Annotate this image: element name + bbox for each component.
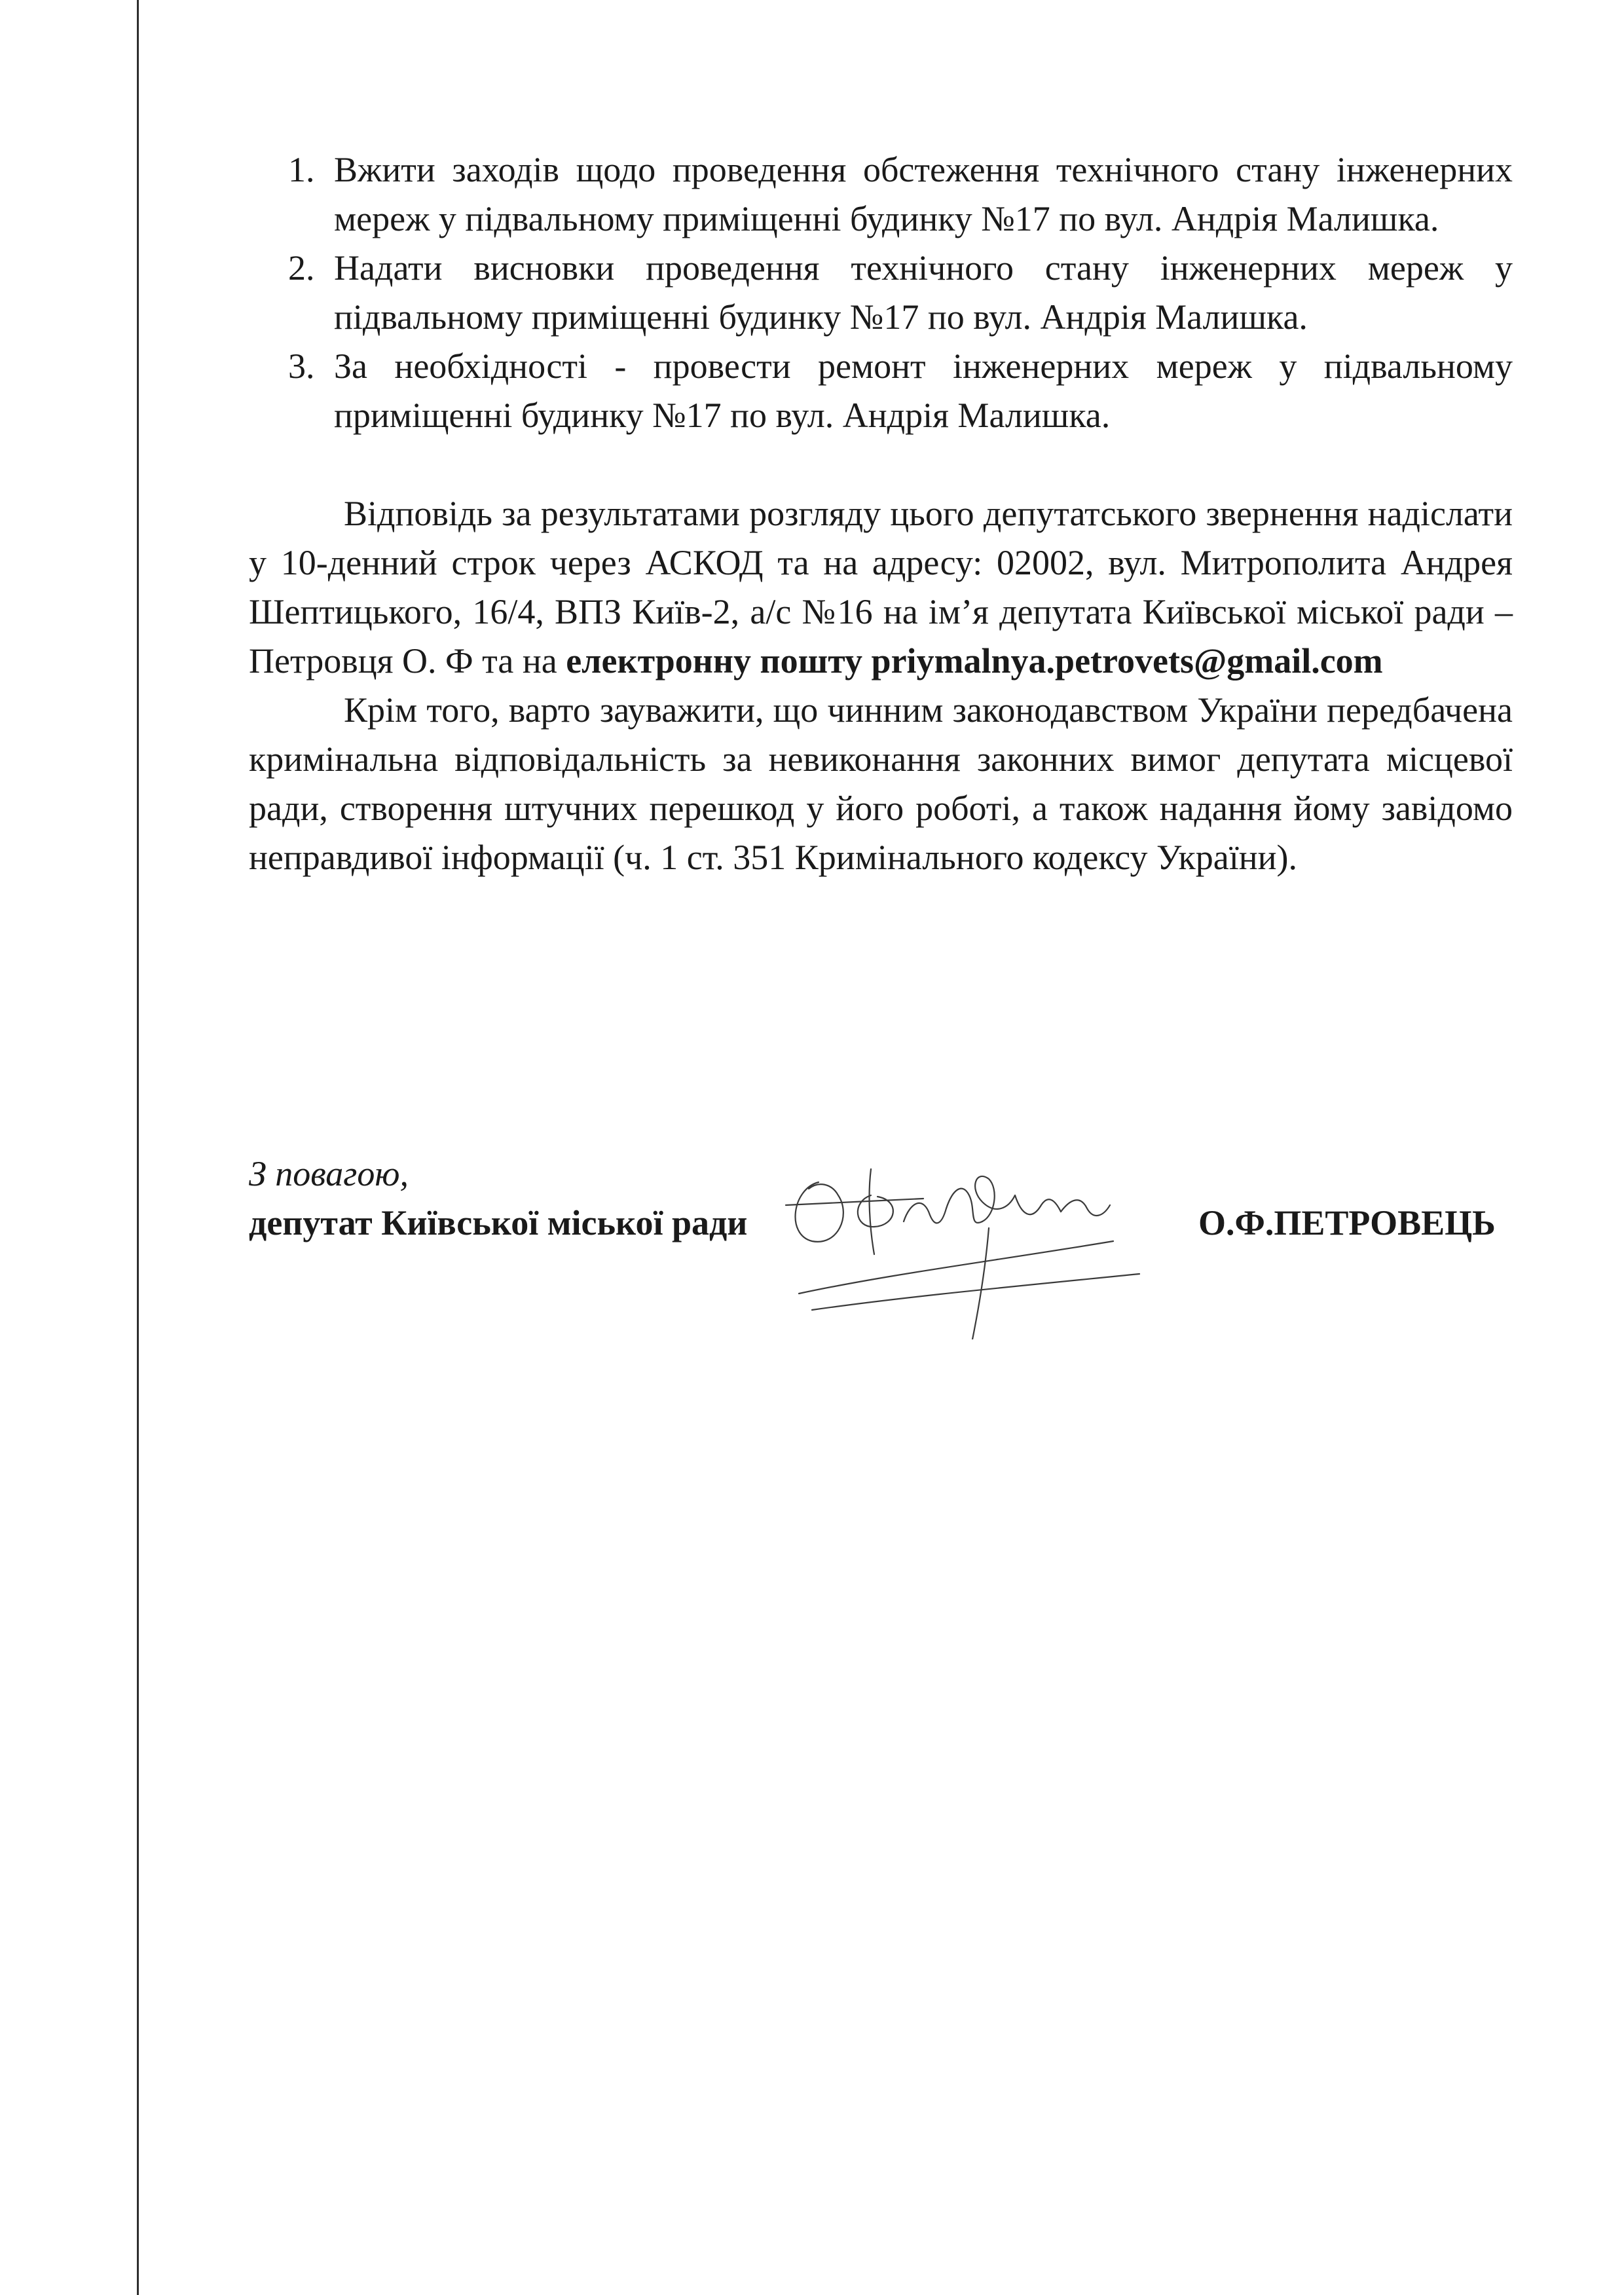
response-text: Відповідь за результатами розгляду цього депутатського звернення надіслати у 10-денний строк через АСКОД та на адресу: 02002, вул. Митрополита Андрея Шептицького, 16/4, ВПЗ Київ-2, а/с №16 на ім’я депутата Київської міської ради – Петровця О. Ф та на xyxy=(249,494,1513,681)
handwritten-signature xyxy=(773,1143,1179,1339)
letter-body xyxy=(249,145,1513,882)
list-item xyxy=(249,342,1513,440)
list-item-text: Надати висновки проведення технічного стану інженерних мереж у підвальному приміщенні будинку №17 по вул. Андрія Малишка. xyxy=(334,248,1513,337)
request-list xyxy=(249,145,1513,440)
signatory-name: О.Ф.ПЕТРОВЕЦЬ xyxy=(1198,1203,1496,1242)
list-item xyxy=(249,244,1513,342)
list-item-number: 3. xyxy=(288,346,315,386)
list-item xyxy=(249,145,1513,244)
list-item-number: 2. xyxy=(288,248,315,288)
email-address: priymalnya.petrovets@gmail.com xyxy=(871,641,1383,681)
response-paragraph xyxy=(249,489,1513,686)
signatory-position: депутат Київської міської ради xyxy=(249,1203,748,1242)
list-item-number: 1. xyxy=(288,150,315,189)
email-label: електронну пошту xyxy=(566,641,863,681)
scan-border-line xyxy=(137,0,139,2295)
list-item-text: Вжити заходів щодо проведення обстеження технічного стану інженерних мереж у підвальному приміщенні будинку №17 по вул. Андрія Малишка. xyxy=(334,150,1513,238)
closing-greeting: З повагою, xyxy=(249,1154,409,1193)
list-item-text: За необхідності - провести ремонт інженерних мереж у підвальному приміщенні будинку №17 по вул. Андрія Малишка. xyxy=(334,346,1513,435)
warning-paragraph: Крім того, варто зауважити, що чинним законодавством України передбачена кримінальна відповідальність за невиконання законних вимог депутата місцевої ради, створення штучних перешкод у його роботі, а також надання йому завідомо неправдивої інформації (ч. 1 ст. 351 Кримінального кодексу України). xyxy=(249,690,1513,877)
